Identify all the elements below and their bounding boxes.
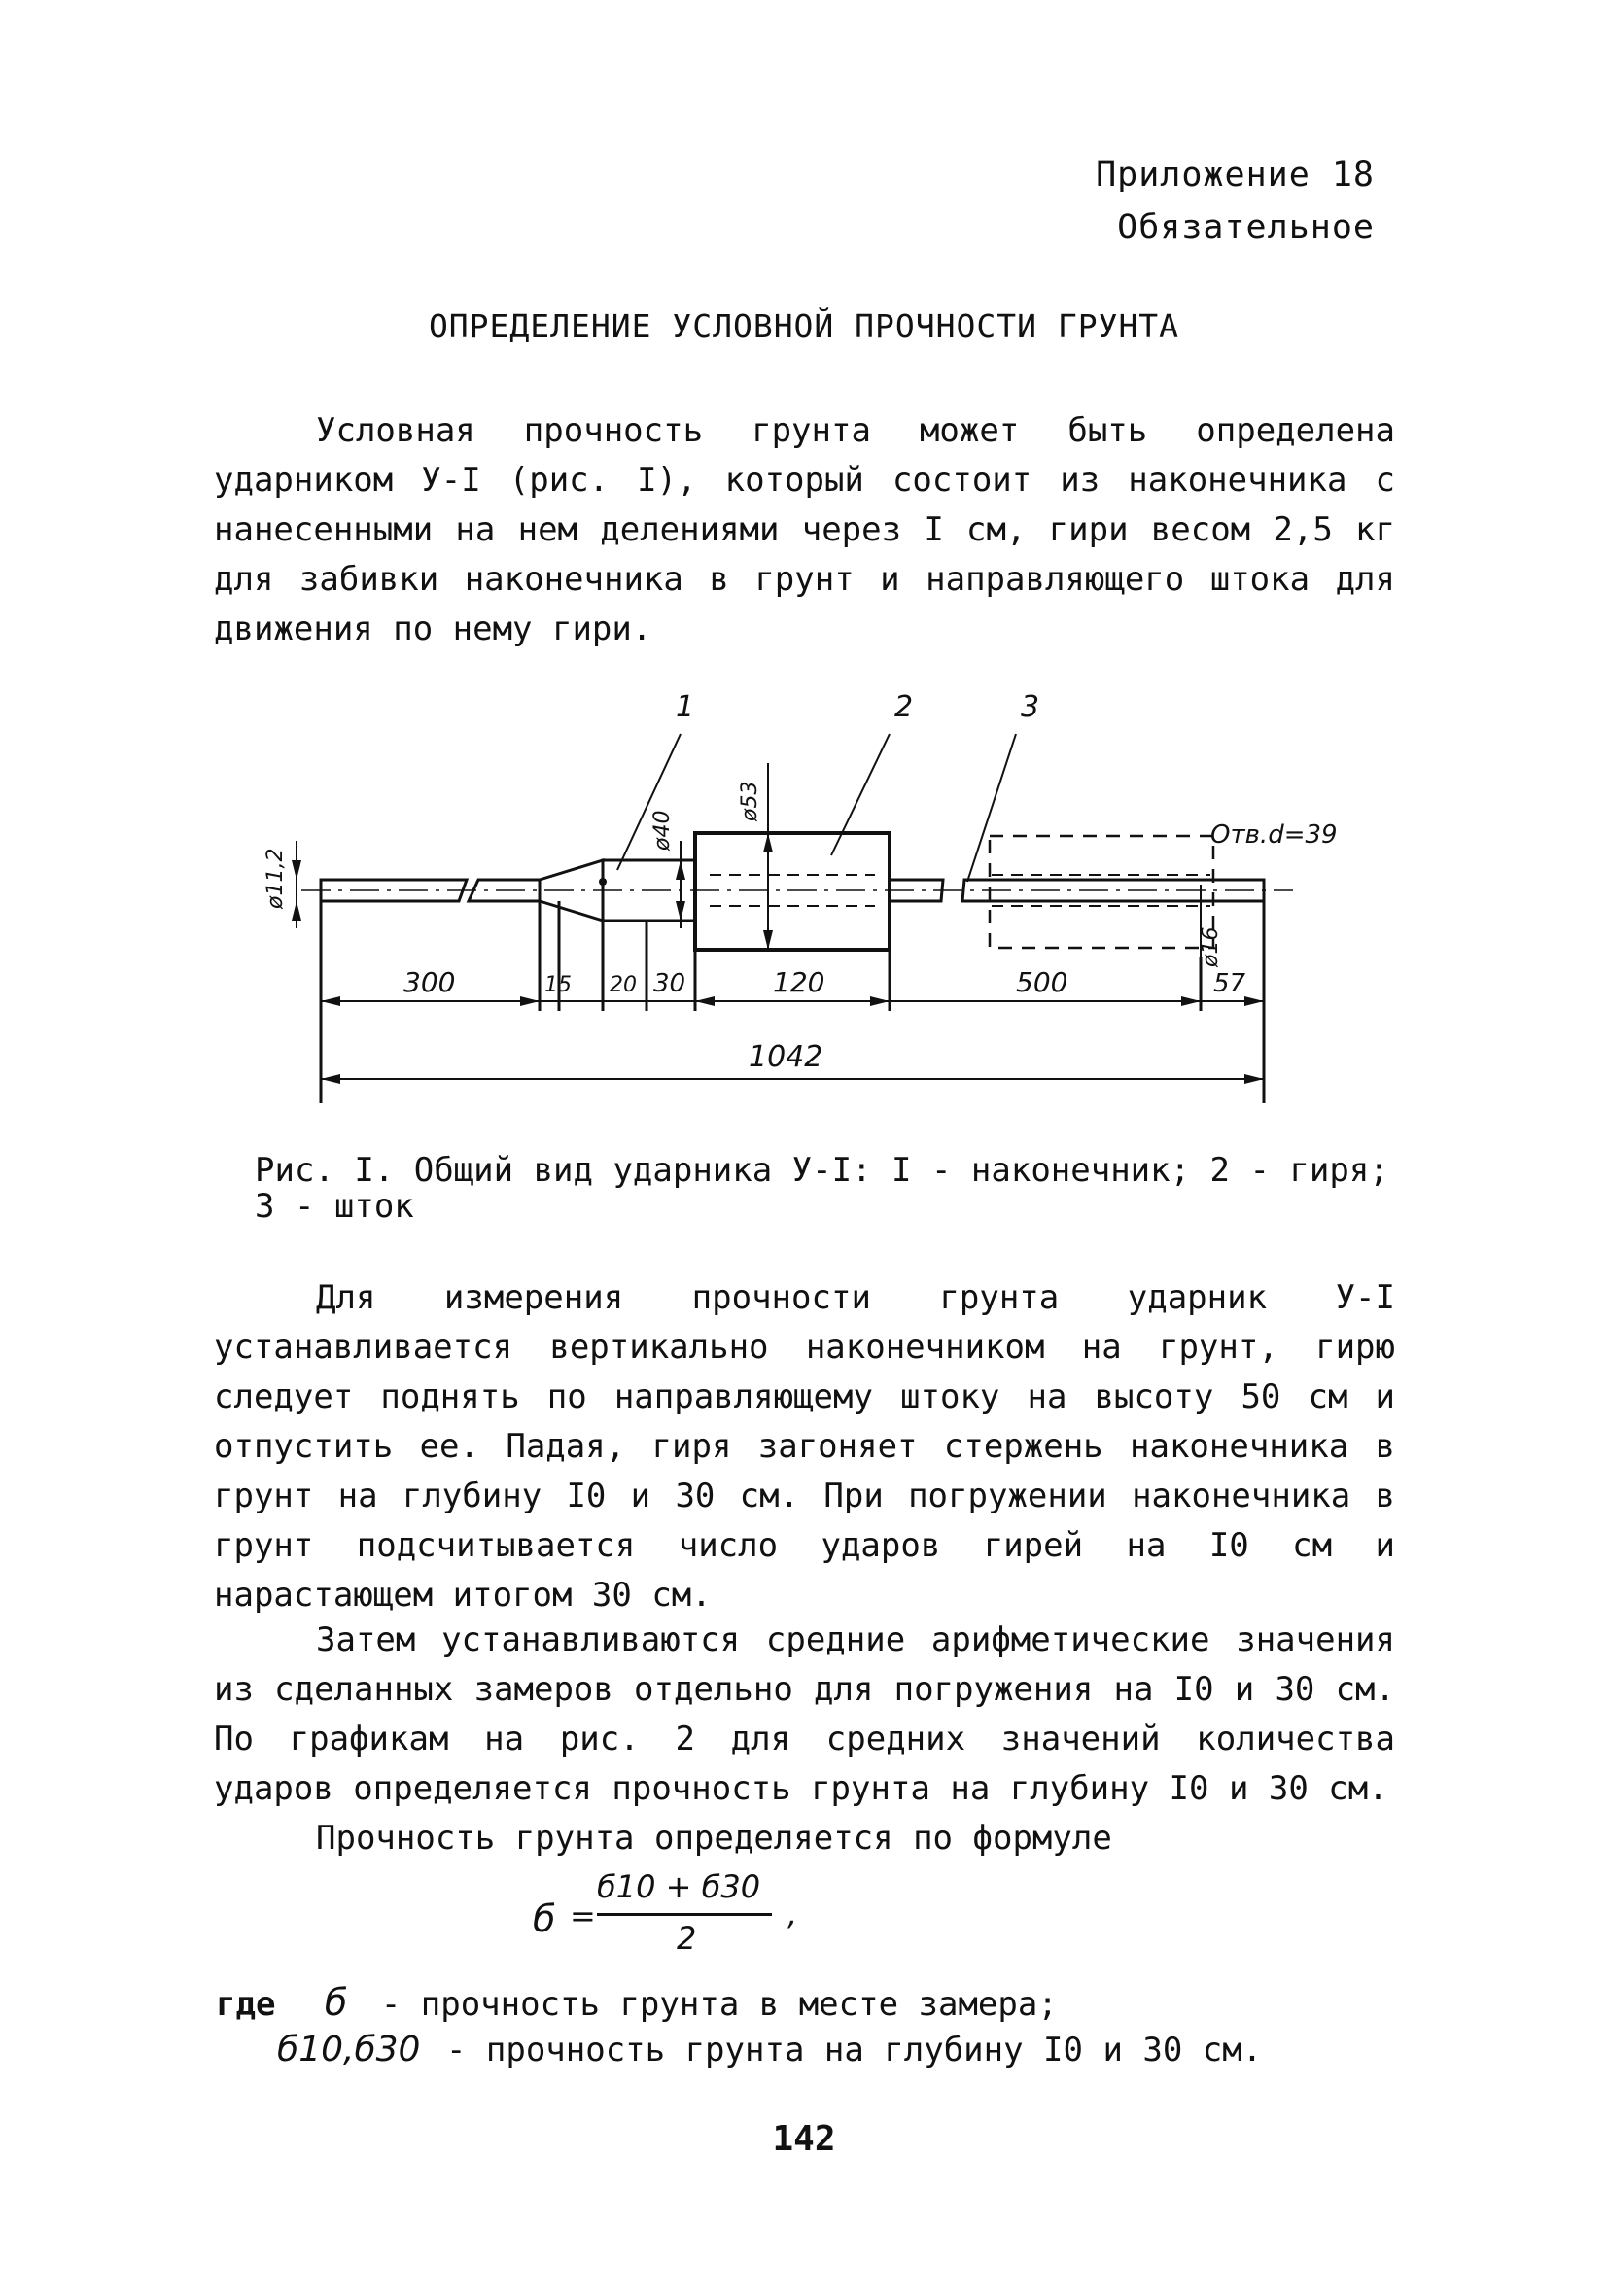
formula-numerator: б10 + б30 [597,1868,761,1905]
weight-body [695,833,890,950]
dim-total-1042: 1042 [749,1040,823,1074]
page-title: ОПРЕДЕЛЕНИЕ УСЛОВНОЙ ПРОЧНОСТИ ГРУНТА [428,307,1180,345]
dia-shaft-label: ø16 [1199,926,1223,967]
where-symbol-1: б [324,1981,348,2024]
method-paragraph: Для измерения прочности грунта ударник У-I устанавливается вертикально наконечником на грунт, гирю следует поднять по направляющему штоку на высоту 50 см и отпустить ее. Падая, гиря загоняет стержень наконечника в грунт на глубину I0 и 30 см. При погружении наконечника в грунт подсчитывается число ударов гирей на I0 см и нарастающем итогом 30 см. [214,1278,1395,1615]
intro-paragraph: Условная прочность грунта может быть определена ударником У-I (рис. I), который состоит из наконечника с нанесенными на нем делениями через I см, гири весом 2,5 кг для забивки наконечника в грунт и направляющего штока для движения по нему гири. [214,411,1395,648]
where-definition-1: - прочность грунта в месте замера; [380,1985,1058,2024]
figure-1-drawing [243,676,1371,1113]
dim-300: 300 [403,966,456,998]
dim-30: 30 [653,969,686,998]
where-line-1 [216,1981,1058,2024]
dia-tip-label: ø40 [650,810,675,851]
formula-equals: = [570,1897,596,1934]
fraction-bar [597,1913,772,1916]
dia-rod-label: ø11,2 [263,848,288,909]
strength-formula [533,1866,844,1973]
dim-15: 15 [544,973,572,997]
dia-weight-label: ø53 [738,781,762,821]
averaging-paragraph: Затем устанавливаются средние арифметические значения из сделанных замеров отдельно для погружения на I0 и 30 см. По графикам на рис. 2 для средних значений количества ударов определяется прочность грунта на глубину I0 и 30 см. [214,1620,1395,1808]
formula-intro: Прочность грунта определяется по формуле [316,1819,1112,1858]
where-word: где [216,1985,276,2024]
callout-2: 2 [894,690,914,724]
callout-1: 1 [676,690,695,724]
figure-caption-line1: Рис. I. Общий вид ударника У-I: I - наконечник; 2 - гиря; [255,1151,1389,1190]
rod-segment-left [321,880,467,901]
dim-57: 57 [1213,969,1246,998]
dim-500: 500 [1016,966,1068,998]
figure-caption-line2: 3 - шток [255,1187,414,1226]
where-line-2 [277,2030,1262,2070]
hole-label: Отв.d=39 [1210,820,1338,850]
appendix-status: Обязательное [1117,208,1375,247]
where-symbol-2: б10,б30 [277,2030,421,2070]
where-definition-2: - прочность грунта на глубину I0 и 30 см. [445,2031,1263,2070]
formula-denominator: 2 [677,1920,697,1957]
callout-3: 3 [1021,690,1040,724]
formula-comma: , [787,1896,798,1932]
appendix-label: Приложение 18 [1096,156,1375,194]
dim-120: 120 [773,966,825,998]
page-number: 142 [772,2119,836,2159]
tip-mark-dot [599,878,607,886]
weight-ghost [990,836,1213,948]
dim-20: 20 [610,973,637,997]
formula-lhs: б [533,1897,556,1940]
